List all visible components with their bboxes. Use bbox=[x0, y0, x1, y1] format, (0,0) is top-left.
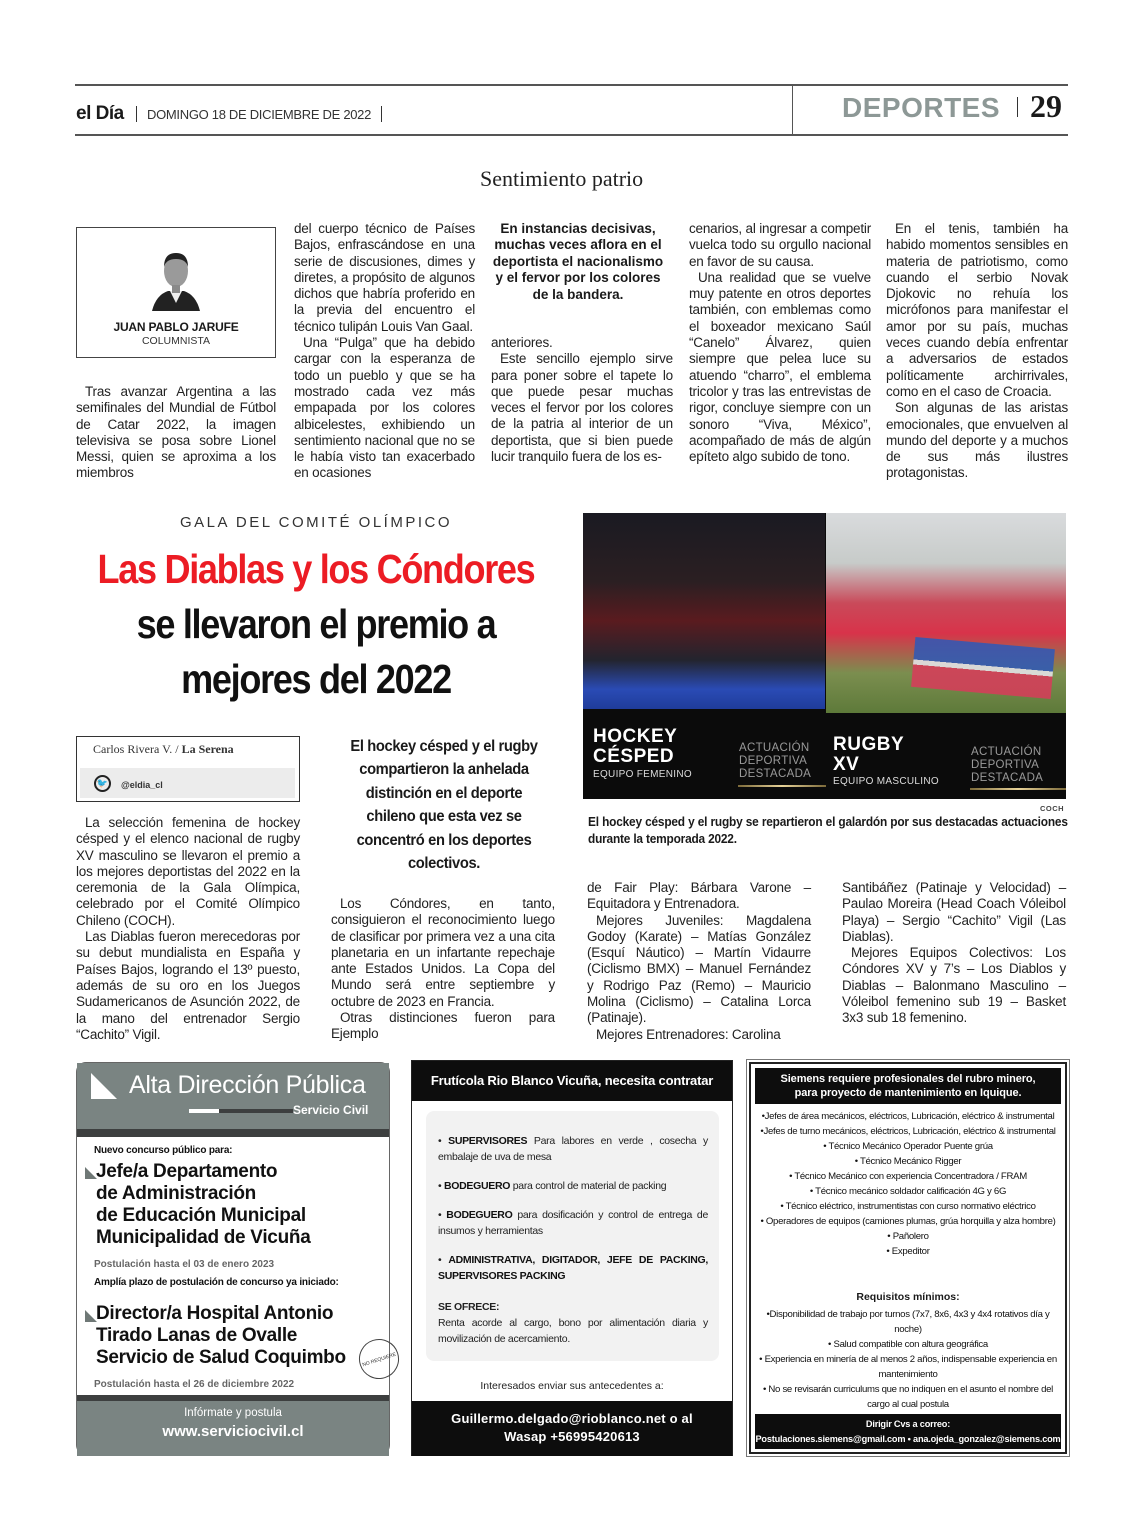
header-pipe bbox=[1017, 97, 1018, 117]
ad-servicio-civil bbox=[76, 1062, 397, 1455]
article-deck: El hockey césped y el rugby compartieron la anhelada distinción en el deporte chileno que esta vez se concentró en los deportes colectivos. bbox=[350, 738, 538, 873]
triangle-logo-icon bbox=[91, 1073, 117, 1099]
job-desc: para dosificación y control de entrega de insumos y herramientas bbox=[438, 1209, 708, 1237]
article-text-4 bbox=[842, 880, 1066, 1027]
job-line: Municipalidad de Vicuña bbox=[96, 1227, 311, 1248]
position-item: • Técnico Mecánico con experiencia Concentradora / FRAM bbox=[789, 1171, 1027, 1182]
job-title-1 bbox=[96, 1161, 310, 1249]
article-kicker: GALA DEL COMITÉ OLÍMPICO bbox=[180, 514, 452, 531]
job-line: Jefe/a Departamento bbox=[96, 1161, 278, 1182]
job-name: BODEGUERO bbox=[444, 1180, 511, 1192]
paragraph: Mejores Equipos Colectivos: Los Cóndores XV y 7’s – Los Diablos y Diablas – Balonmano Masculino – Vóleibol femenino sub 19 – Basket 3x3 sub 18 femenino. bbox=[842, 945, 1066, 1026]
award-label-1: DESTACADA bbox=[739, 768, 812, 780]
header-divider bbox=[792, 86, 793, 134]
interest-text: Interesados enviar sus antecedentes a: bbox=[480, 1380, 664, 1392]
ad-siemens bbox=[749, 1062, 1067, 1454]
gold-rule bbox=[970, 788, 1066, 790]
paragraph: anteriores. bbox=[491, 335, 553, 350]
position-item: • Pañolero bbox=[887, 1231, 929, 1242]
article-headline bbox=[91, 542, 542, 707]
twitter-handle[interactable]: @eldia_cl bbox=[121, 780, 163, 790]
contact-footer bbox=[412, 1401, 732, 1456]
contact-label: Dirigir Cvs a correo: bbox=[865, 1419, 951, 1429]
article-text-2 bbox=[331, 896, 555, 1043]
photo-sub-hockey: EQUIPO FEMENINO bbox=[593, 769, 692, 780]
paragraph: del cuerpo técnico de Países Bajos, enfrascándose en una serie de discusiones, dimes y diretes, a propósito de algunos dichos que habría proferido en la previa del encuentro el técnico tulipán Louis Van Gaal. bbox=[294, 221, 475, 334]
offer-text: Renta acorde al cargo, bono por alimentación diaria y movilización de acercamiento. bbox=[438, 1317, 708, 1345]
column-text-5 bbox=[886, 221, 1068, 482]
job-item: • BODEGUERO para control de material de packing bbox=[438, 1180, 667, 1192]
ad-header-rule bbox=[77, 1129, 389, 1137]
contact-footer bbox=[755, 1414, 1061, 1449]
column-text-1 bbox=[76, 384, 276, 482]
position-item: •Jefes de área mecánicos, eléctricos, Lubricación, eléctrico & instrumental bbox=[761, 1111, 1055, 1122]
award-label-2: DESTACADA bbox=[971, 772, 1044, 784]
paragraph: Tras avanzar Argentina a las semifinales del Mundial de Fútbol de Catar 2022, la imagen televisiva se posa sobre Lionel Messi, quien se aproxima a los miembros bbox=[76, 384, 276, 481]
requirement-item: • Experiencia en minería de al menos 2 años, indispensable experiencia en mantenimiento bbox=[759, 1354, 1057, 1380]
job-line: de Administración bbox=[96, 1183, 256, 1204]
header-pipe bbox=[381, 106, 382, 122]
paragraph: Una realidad que se vuelve muy patente en otros deportes también, con emblemas como el boxeador mexicano Saúl “Canelo” Álvarez, quien siempre que pelea luce su atuendo “charro”, el emblema tricolor y tras las entrevistas de rigor, concluye siempre con un sonoro “Viva, México”, acompañado de más de algún epíteto algo subido de tono. bbox=[689, 269, 871, 465]
contact-emails[interactable]: Postulaciones.siemens@gmail.com • ana.ojeda_gonzalez@siemens.com bbox=[755, 1434, 1061, 1444]
job-desc: Para labores en verde , cosecha y embalaje de uva de mesa bbox=[438, 1135, 708, 1163]
author-role: COLUMNISTA bbox=[141, 335, 211, 347]
header-pipe bbox=[136, 106, 137, 122]
job-line: Director/a Hospital Antonio bbox=[96, 1303, 334, 1324]
author-name: JUAN PABLO JARUFE bbox=[113, 320, 239, 334]
contact-phone[interactable]: Wasap +56995420613 bbox=[504, 1429, 640, 1444]
article-photo bbox=[583, 513, 1066, 799]
byline-author: Carlos Rivera V. / bbox=[93, 742, 179, 756]
offer-label: SE OFRECE: bbox=[438, 1301, 500, 1313]
job-name: ADMINISTRATIVA, DIGITADOR, JEFE DE PACKING, SUPERVISORES PACKING bbox=[438, 1254, 708, 1282]
award-label-2: ACTUACIÓN bbox=[971, 746, 1042, 758]
contact-email[interactable]: Guillermo.delgado@rioblanco.net o al bbox=[451, 1411, 693, 1426]
column-text-4 bbox=[689, 221, 871, 465]
headline-line-3: mejores del 2022 bbox=[181, 656, 451, 702]
byline bbox=[93, 742, 234, 757]
photo-title-hockey-1: HOCKEY bbox=[593, 726, 678, 747]
paragraph: Este sencillo ejemplo sirve para poner sobre el tapete lo que puede pesar muchas veces el fervor por los colores de la patria al interior de un deportista, que si bien puede lucir tranquilo fuera de los es- bbox=[491, 351, 673, 465]
ad-label: Amplía plazo de postulación de concurso ya iniciado: bbox=[94, 1277, 339, 1288]
author-portrait bbox=[152, 245, 200, 311]
position-item: •Jefes de turno mecánicos, eléctricos, Lubricación, eléctrico & instrumental bbox=[760, 1126, 1056, 1137]
article-text-3 bbox=[587, 880, 811, 1043]
paragraph: de Fair Play: Bárbara Varone – Equitadora y Entrenadora. bbox=[587, 880, 811, 912]
position-item: • Técnico mecánico soldador calificación 4G y 6G bbox=[809, 1186, 1007, 1197]
job-line: Tirado Lanas de Ovalle bbox=[96, 1325, 298, 1346]
positions-list bbox=[755, 1109, 1061, 1259]
position-item: • Técnico Mecánico Operador Puente grúa bbox=[823, 1141, 993, 1152]
paragraph: Las Diablas fueron merecedoras por su debut mundialista en España y Países Bajos, logrando el 13º puesto, además de su oro en los Juegos Sudamericanos de Asunción 2022, de la mano del entrenador Sergio “Cachito” Vigil. bbox=[76, 929, 300, 1042]
article-text-1 bbox=[76, 815, 300, 1043]
gold-rule bbox=[738, 785, 826, 787]
headline-line-2: se llevaron el premio a bbox=[136, 601, 496, 647]
byline-place: La Serena bbox=[181, 742, 234, 756]
ad-info-text: Infórmate y postula bbox=[184, 1407, 282, 1419]
ad-title-line: Siemens requiere profesionales del rubro minero, bbox=[780, 1073, 1036, 1085]
page-number: 29 bbox=[1030, 88, 1062, 124]
requirements-title: Requisitos mínimos: bbox=[856, 1291, 960, 1303]
ad-title: Alta Dirección Pública bbox=[129, 1071, 366, 1099]
header-rule-top bbox=[75, 84, 1068, 86]
requirement-item: •Disponibilidad de trabajo por turnos (7x7, 8x6, 4x3 y 4x4 rotativos día y noche) bbox=[766, 1309, 1050, 1335]
twitter-strip bbox=[80, 768, 295, 798]
photo-title-rugby-1: RUGBY bbox=[833, 734, 905, 755]
photo-title-hockey-2: CÉSPED bbox=[593, 746, 675, 767]
award-label-1: DEPORTIVA bbox=[739, 755, 808, 767]
job-name: SUPERVISORES bbox=[448, 1135, 528, 1147]
photo-hockey-team bbox=[583, 513, 825, 709]
twitter-icon: 🐦 bbox=[94, 775, 111, 792]
paragraph: cenarios, al ingresar a competir vuelca todo su orgullo nacional en favor de su causa. bbox=[689, 221, 871, 269]
column-text-3 bbox=[491, 335, 673, 465]
requirement-item: • No se revisarán curriculums que no indiquen en el asunto el nombre del cargo al cual postula bbox=[762, 1384, 1053, 1410]
paragraph: Santibáñez (Patinaje y Velocidad) – Paulao Moreira (Head Coach Vóleibol Playa) – Sergio “Cachito” Vigil (Las Diablas). bbox=[842, 880, 1066, 944]
paragraph: Otras distinciones fueron para Ejemplo bbox=[331, 1010, 555, 1042]
job-item: • BODEGUERO para dosificación y control de entrega de insumos y herramientas bbox=[438, 1209, 708, 1237]
headline-red: Las Diablas y los Cóndores bbox=[97, 546, 535, 592]
photo-sub-rugby: EQUIPO MASCULINO bbox=[833, 776, 939, 787]
job-item: • SUPERVISORES Para labores en verde , cosecha y embalaje de uva de mesa bbox=[438, 1135, 708, 1163]
ad-url-link[interactable]: www.serviciocivil.cl bbox=[162, 1423, 304, 1440]
header-rule-bottom bbox=[75, 134, 1068, 136]
ad-logo-bar bbox=[219, 1109, 293, 1113]
job-title-2 bbox=[96, 1303, 346, 1369]
section-name: DEPORTES bbox=[842, 92, 1001, 123]
paragraph: Los Cóndores, en tanto, consiguieron el reconocimiento luego de clasificar por primera vez a una cita planetaria en un infartante repechaje ante Estados Unidos. La Copa del Mundo será entre septiembre y octubre de 2023 en Francia. bbox=[331, 896, 555, 1009]
job-line: Servicio de Salud Coquimbo bbox=[96, 1347, 346, 1368]
paragraph: Mejores Juveniles: Magdalena Godoy (Karate) – Matías González (Esquí Náutico) – Martín Vidaurre (Ciclismo BMX) – Manuel Fernández y Rodrigo Paz (Remo) – Mauricio Molina (Ciclismo) – Catalina Lorca (Patinaje). bbox=[587, 912, 811, 1026]
pull-quote: En instancias decisivas, muchas veces aflora en el deportista el nacionalismo y el fervor por los colores de la bandera. bbox=[492, 221, 664, 302]
award-label-1: ACTUACIÓN bbox=[739, 742, 810, 754]
position-item: • Expeditor bbox=[886, 1246, 930, 1257]
paragraph: Son algunas de las aristas emocionales, que envuelven al mundo del deporte y a muchos de sus más ilustres protagonistas. bbox=[886, 400, 1068, 481]
paragraph: Mejores Entrenadores: Carolina bbox=[596, 1026, 781, 1042]
newspaper-logo: el Día bbox=[76, 103, 124, 124]
deadline-2: Postulación hasta el 26 de diciembre 2022 bbox=[94, 1379, 295, 1390]
job-line: de Educación Municipal bbox=[96, 1205, 306, 1226]
issue-date: DOMINGO 18 DE DICIEMBRE DE 2022 bbox=[147, 107, 372, 122]
paragraph: Una “Pulga” que ha debido cargar con la esperanza de todo un pueblo y que se ha mostrado cada vez más empapada por los colores albicelestes, exhibiendo un sentimiento nacional que no se le había visto tan exacerbado en ocasiones bbox=[294, 335, 475, 481]
ad-subtitle: Servicio Civil bbox=[293, 1103, 369, 1117]
paragraph: En el tenis, también ha habido momentos sensibles en materia de patriotismo, como cuando el serbio Novak Djokovic no rehuía los micrófonos para manifestar el amor por su país, muchas veces cuando debía enfrentar a adversarios de estados políticamente archirrivales, como en el caso de Croacia. bbox=[886, 221, 1068, 399]
photo-caption: El hockey césped y el rugby se repartieron el galardón por sus destacadas actuaciones durante la temporada 2022. bbox=[588, 815, 1068, 846]
award-label-2: DEPORTIVA bbox=[971, 759, 1040, 771]
ad-title-line: para proyecto de mantenimiento en Iquique. bbox=[794, 1087, 1022, 1099]
job-item: • ADMINISTRATIVA, DIGITADOR, JEFE DE PACKING, SUPERVISORES PACKING bbox=[438, 1254, 708, 1282]
requirement-item: • Salud compatible con altura geográfica bbox=[828, 1339, 988, 1350]
stamp-seal: NO REQUIERE bbox=[354, 1334, 404, 1384]
photo-credit: COCH bbox=[1040, 804, 1065, 813]
column-text-2 bbox=[294, 221, 475, 482]
ad-logo-bar bbox=[189, 1109, 219, 1113]
job-desc: para control de material de packing bbox=[510, 1180, 667, 1192]
ad-label: Nuevo concurso público para: bbox=[94, 1145, 233, 1156]
position-item: • Operadores de equipos (camiones plumas, grúa horquilla y alza hombre) bbox=[760, 1216, 1056, 1227]
ad-title bbox=[755, 1068, 1061, 1104]
job-name: BODEGUERO bbox=[446, 1209, 513, 1221]
requirements-list bbox=[755, 1307, 1061, 1412]
ad-title: Frutícola Rio Blanco Vicuña, necesita contratar bbox=[412, 1061, 732, 1101]
column-title: Sentimiento patrio bbox=[480, 166, 644, 191]
photo-title-rugby-2: XV bbox=[833, 754, 860, 775]
position-item: • Técnico eléctrico, instrumentistas con curso normativo eléctrico bbox=[780, 1201, 1036, 1212]
position-item: • Técnico Mecánico Rigger bbox=[854, 1156, 962, 1167]
deadline-1: Postulación hasta el 03 de enero 2023 bbox=[94, 1259, 275, 1270]
paragraph: La selección femenina de hockey césped y el elenco nacional de rugby XV masculino se llevaron el premio a los mejores deportistas del 2022 en la ceremonia de la Gala Olímpica, celebrado por el Comité Olímpico Chileno (COCH). bbox=[76, 815, 300, 928]
ad-rio-blanco bbox=[411, 1060, 733, 1456]
